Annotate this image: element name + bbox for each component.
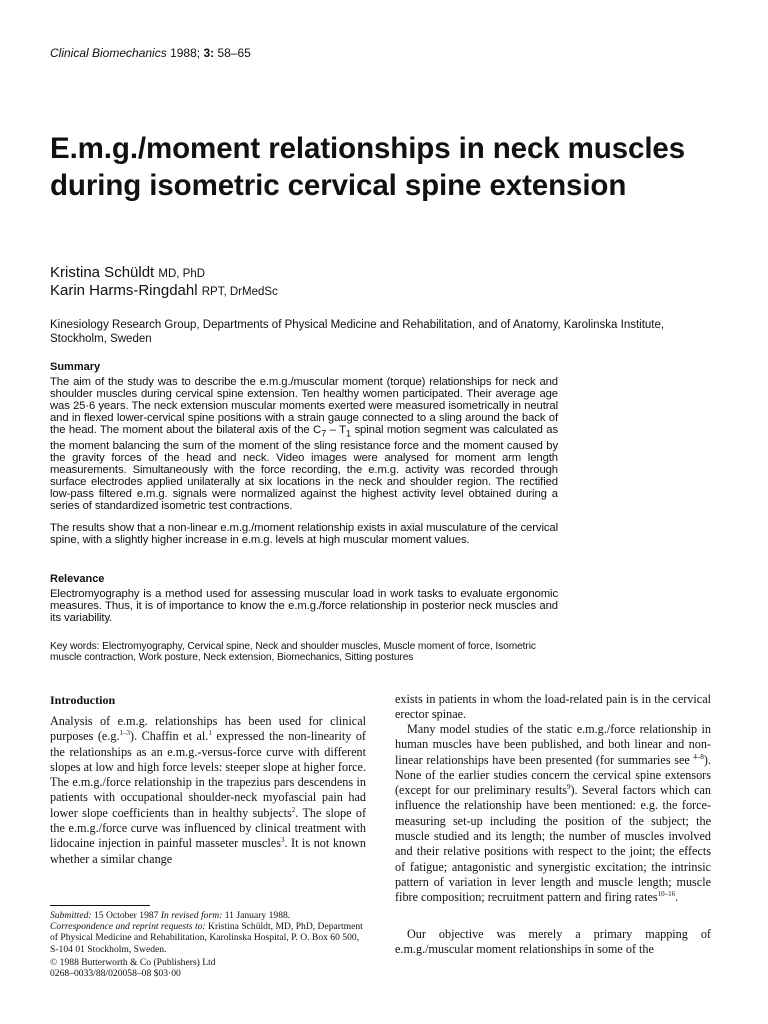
- text-run: Many model studies of the static e.m.g./force relationship in human muscles have been published, and both linear and non-linear relationships have been presented (for summaries see: [395, 722, 711, 767]
- article-title: E.m.g./moment relationships in neck muscles during isometric cervical spine extension: [50, 132, 686, 202]
- text-run: .: [675, 890, 679, 905]
- intro-right-paragraph-1: exists in patients in whom the load-related pain is in the cervical erector spinae.: [395, 692, 711, 722]
- subscript-c7: 7: [321, 427, 327, 439]
- revised-date: 11 January 1988.: [222, 910, 291, 921]
- journal-year: 1988;: [170, 46, 201, 60]
- journal-name: Clinical Biomechanics: [50, 46, 167, 60]
- journal-volume: 3:: [203, 46, 215, 60]
- text-run: Analysis of e.m.g. relationships has been used for clinical purposes (e.g.: [50, 714, 366, 744]
- summary-paragraph-2: The results show that a non-linear e.m.g./moment relationship exists in axial musculature of the cervical spine, with a slightly higher increase in e.m.g. levels at high muscular moment values.: [50, 522, 558, 547]
- citation-ref: 1: [208, 729, 212, 738]
- journal-pages: 58–65: [217, 46, 251, 60]
- correspondence-address: Kristina Schüldt, MD, PhD, Department of Physical Medicine and Rehabilitation, Karolinska Hospital, P. O. Box 60 500, S-104 01 Stockholm, Sweden.: [50, 921, 363, 955]
- intro-right-paragraph-3: Our objective was merely a primary mapping of e.m.g./muscular moment relationships in some of the: [395, 927, 711, 957]
- correspondence-note: [50, 921, 368, 955]
- article-code: 0268–0033/88/020058–08 $03·00: [50, 968, 181, 980]
- summary-dash: – T: [326, 424, 346, 437]
- text-run: . It is not known whether a similar change: [50, 836, 367, 866]
- citation-ref: 9: [566, 783, 571, 792]
- journal-citation: [50, 46, 251, 60]
- copyright: © 1988 Butterworth & Co (Publishers) Ltd: [50, 956, 216, 968]
- author-degrees: RPT, DrMedSc: [201, 286, 278, 298]
- author-degrees: MD, PhD: [158, 268, 206, 280]
- footnotes: [50, 910, 368, 979]
- citation-ref: 2: [291, 805, 296, 814]
- citation-ref: 1–3: [119, 729, 131, 738]
- correspondence-label: Correspondence and reprint requests to:: [50, 921, 206, 933]
- text-run: expressed the non-linearity of the relationships as an e.m.g.-versus-force curve with different slopes at low and high force levels: steeper slope at higher force. The e.m.g./force relationship in the trapezius pars descendens in patients with occupational shoulder-neck myofascial pain had lower slope coefficients than in healthy subjects: [50, 729, 366, 820]
- relevance-text: Electromyography is a method used for assessing muscular load in work tasks to evaluate ergonomic measures. Thus, it is of importance to know the e.m.g./force relationship in posterior neck muscles and its variability.: [50, 588, 558, 625]
- author-1: [50, 264, 205, 281]
- citation-ref: 4–8: [693, 752, 704, 761]
- citation-ref: 10–16: [657, 890, 676, 899]
- summary-paragraph-1: [50, 376, 558, 512]
- author-name: Kristina Schüldt: [50, 264, 155, 281]
- submitted-date: 15 October 1987: [91, 910, 161, 921]
- introduction-paragraph-1: [50, 714, 366, 867]
- relevance-heading: Relevance: [50, 573, 105, 585]
- text-run: ). Several factors which can influence the relationship have been mentioned: e.g. the force-measuring set-up including the position of the subject; the muscle studied and its length; the number of muscles involved and their relative positions with respect to the joint; the effects of fatigue; antagonistic and synergistic excitation; the intrinsic pattern of variation in lever length and muscle length; muscle fibre composition; recruitment pattern and firing rates: [395, 783, 711, 905]
- citation-ref: 3: [280, 836, 285, 845]
- footnote-divider: [50, 905, 150, 906]
- author-name: Karin Harms-Ringdahl: [50, 282, 198, 299]
- keywords: Key words: Electromyography, Cervical spine, Neck and shoulder muscles, Muscle moment of force, Isometric muscle contraction, Work posture, Neck extension, Biomechanics, Sitting postures: [50, 641, 536, 663]
- revised-label: In revised form:: [160, 910, 223, 921]
- introduction-heading: Introduction: [50, 693, 116, 707]
- submitted-label: Submitted:: [50, 910, 92, 921]
- text-run: ). None of the earlier studies concern the cervical spine extensors (except for our preliminary results: [395, 752, 711, 798]
- subscript-t1: 1: [345, 427, 352, 439]
- text-run: ). Chaffin et al.: [130, 729, 209, 744]
- author-2: [50, 282, 278, 299]
- intro-right-paragraph-2: [395, 722, 711, 906]
- affiliation: Kinesiology Research Group, Departments of Physical Medicine and Rehabilitation, and of Anatomy, Karolinska Institute, Stockholm, Sweden: [50, 319, 665, 345]
- text-run: . The slope of the e.m.g./force curve was influenced by clinical treatment with lidocaine injection in painful masseter muscles: [50, 805, 366, 851]
- summary-heading: Summary: [50, 361, 101, 373]
- submission-note: [50, 910, 368, 921]
- summary-text-b: spinal motion segment was calculated as the moment balancing the sum of the moment of the sling resistance force and the moment caused by the gravity forces of the head and neck. Video images were analysed for moment arm length measurements. Simultaneously with the force recording, the e.m.g. activity was recorded through surface electrodes applied unilaterally at six locations in the neck and shoulder region. The rectified low-pass filtered e.m.g. signals were normalized against the highest activity level obtained during a series of standardized isometric test contractions.: [50, 424, 558, 513]
- summary-text-a: The aim of the study was to describe the e.m.g./muscular moment (torque) relationships for neck and shoulder muscles during cervical spine extension. Ten healthy women participated. Their average age was 25·6 years. The neck extension muscular moments exerted were measured isometrically in neutral and in flexed lower-cervical spine positions with a strain gauge connected to a sling around the back of the head. The moment about the bilateral axis of the C: [50, 376, 558, 437]
